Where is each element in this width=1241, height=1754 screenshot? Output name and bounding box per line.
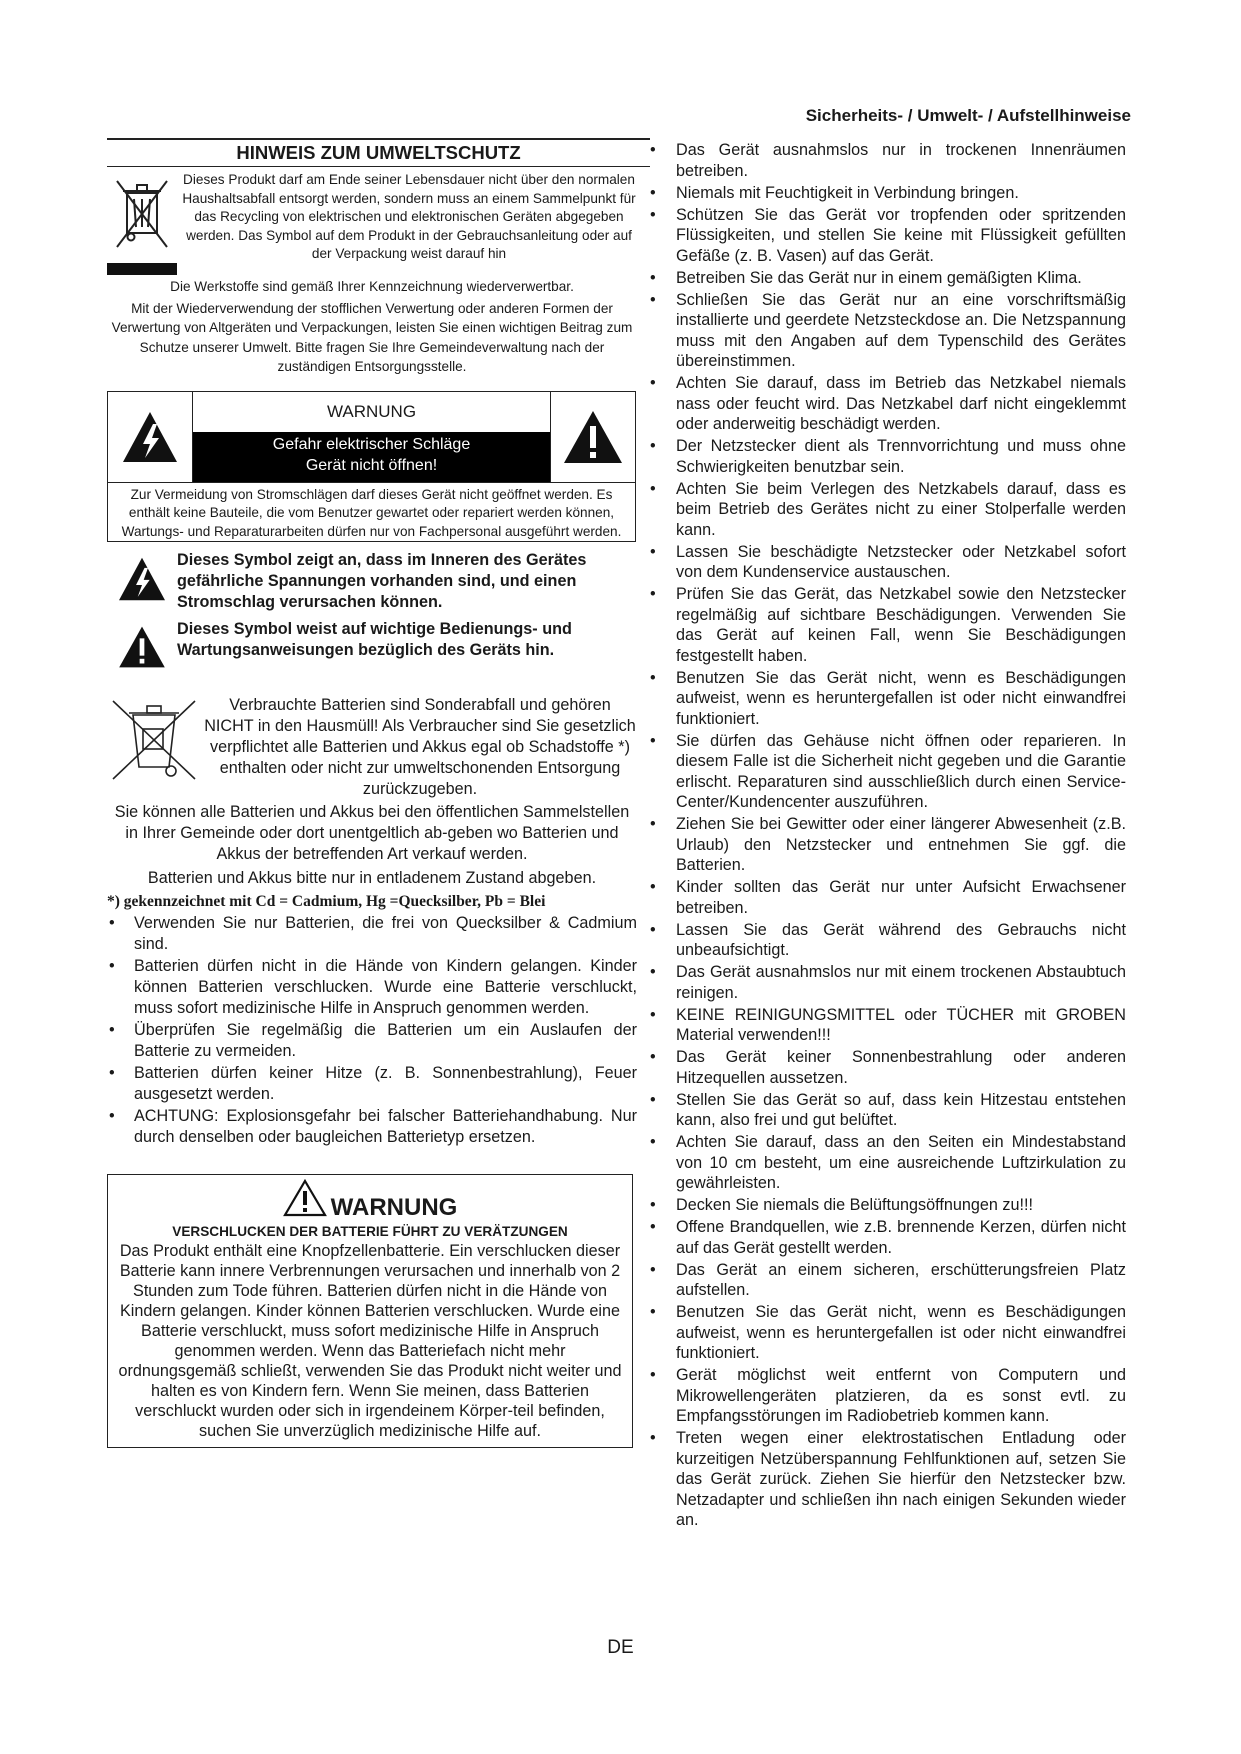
right-column [648, 138, 1126, 1532]
list-item: • Das Gerät an einem sicheren, erschütterungsfreien Platz aufstellen. [648, 1260, 1126, 1301]
list-item: • Das Gerät ausnahmslos nur mit einem trockenen Abstaubtuch reinigen. [648, 962, 1126, 1003]
symbol-text-exclamation: Dieses Symbol weist auf wichtige Bedienungs- und Wartungsanweisungen bezüglich des Geräts hin. [177, 620, 572, 659]
symbol-row-lightning [107, 550, 637, 613]
warnbox-description: Zur Vermeidung von Stromschlägen darf dieses Gerät nicht geöffnet werden. Es enthält keine Bauteile, die vom Benutzer gewartet oder repariert werden können, Wartungs- und Reparaturarbeiten dürfen nur von Fachpersonal ausgeführt werden. [121, 486, 622, 539]
list-item: • ACHTUNG: Explosionsgefahr bei falscher Batteriehandhabung. Nur durch denselben oder baugleichen Batterietyp ersetzen. [107, 1106, 637, 1148]
divider [107, 166, 650, 167]
safety-bullet-list [648, 140, 1126, 1531]
battery-footnote: *) gekennzeichnet mit Cd = Cadmium, Hg =Quecksilber, Pb = Blei [107, 893, 546, 910]
warnbox-title: WARNUNG [326, 401, 417, 421]
list-item: • Stellen Sie das Gerät so auf, dass kein Hitzestau entstehen kann, also frei und gut belüftet. [648, 1090, 1126, 1131]
page-header: Sicherheits- / Umwelt- / Aufstellhinweise [805, 106, 1131, 125]
battery-collect: Sie können alle Batterien und Akkus bei den öffentlichen Sammelstellen in Ihrer Gemeinde oder dort unentgeltlich ab-geben wo Batterien und Akkus der betreffenden Art verkauf werden. [114, 803, 630, 863]
electric-warning-box [107, 391, 636, 543]
button-cell-warning-box [107, 1174, 633, 1448]
list-item: • Betreiben Sie das Gerät nur in einem gemäßigten Klima. [648, 268, 1126, 289]
warning-triangle-icon [283, 1179, 327, 1222]
list-item: • Schließen Sie das Gerät nur an eine vorschriftsmäßig installierte und geerdete Netzsteckdose an. Die Netzspannung muss mit den Angaben auf dem Typenschild des Gerätes übereinstimmen. [648, 290, 1126, 372]
umwelt-intro-text: Dieses Produkt darf am Ende seiner Lebensdauer nicht über den normalen Haushaltsabfall entsorgt werden, sondern muss an einem Sammelpunkt für das Recycling von elektrischen und elektronischen Geräten abgegeben werden. Das Symbol auf dem Produkt in der Gebrauchsanleitung oder auf der Verpackung weist darauf hin [182, 172, 636, 261]
list-item: • Der Netzstecker dient als Trennvorrichtung und muss ohne Schwierigkeiten benutzbar sein. [648, 436, 1126, 477]
list-item: • Überprüfen Sie regelmäßig die Batterien um ein Auslaufen der Batterie zu vermeiden. [107, 1020, 637, 1062]
crossed-battery-bin-icon [107, 695, 203, 785]
list-item: • Benutzen Sie das Gerät nicht, wenn es Beschädigungen aufweist, wenn es heruntergefallen ist oder nicht einwandfrei funktioniert. [648, 668, 1126, 730]
warn2-body: Das Produkt enthält eine Knopfzellenbatterie. Ein verschlucken dieser Batterie kann innere Verbrennungen verursachen und innerhalb von 2 Stunden zum Tode führen. Batterien dürfen nicht in die Hände von Kindern gelangen. Kinder können Batterien verschlucken. Wurde eine Batterie verschluckt, muss sofort medizinische Hilfe in Anspruch genommen werden. Wenn das Batteriefach nicht mehr ordnungsgemäß schließt, verwenden Sie das Produkt nicht weiter und halten es von Kindern fern. Wenn Sie meinen, dass Batterien verschluckt wurden oder sich in irgendeinem Körper-teil befinden, suchen Sie unverzüglich medizinische Hilfe auf. [118, 1242, 622, 1440]
list-item: • Niemals mit Feuchtigkeit in Verbindung bringen. [648, 183, 1126, 204]
crossed-bin-icon [107, 171, 177, 275]
list-item: • Das Gerät keiner Sonnenbestrahlung oder anderen Hitzequellen aussetzen. [648, 1047, 1126, 1088]
list-item: • Prüfen Sie das Gerät, das Netzkabel sowie den Netzstecker regelmäßig auf sichtbare Beschädigungen. Verwenden Sie das Gerät auf keinen Fall, wenn Sie Beschädigungen festgestellt haben. [648, 584, 1126, 666]
exclamation-triangle-icon [107, 619, 177, 669]
lightning-triangle-icon [108, 392, 192, 482]
exclamation-triangle-icon [551, 392, 635, 482]
list-item: • Benutzen Sie das Gerät nicht, wenn es Beschädigungen aufweist, wenn es heruntergefallen ist oder nicht einwandfrei funktioniert. [648, 1302, 1126, 1364]
battery-return: Batterien und Akkus bitte nur in entladenem Zustand abgeben. [147, 869, 597, 887]
warn2-subtitle: VERSCHLUCKEN DER BATTERIE FÜHRT ZU VERÄTZUNGEN [172, 1224, 568, 1239]
symbol-row-exclamation [107, 619, 637, 669]
list-item: • Kinder sollten das Gerät nur unter Aufsicht Erwachsener betreiben. [648, 877, 1126, 918]
list-item: • Lassen Sie das Gerät während des Gebrauchs nicht unbeaufsichtigt. [648, 920, 1126, 961]
warnbox-black-panel [193, 432, 550, 482]
list-item: • Gerät möglichst weit entfernt von Computern und Mikrowellengeräten platzieren, da es sonst evtl. zu Empfangsstörungen im Radiobetrieb kommen kann. [648, 1365, 1126, 1427]
list-item: • Achten Sie darauf, dass an den Seiten ein Mindestabstand von 10 cm besteht, um eine ausreichende Luftzirkulation zu gewährleisten. [648, 1132, 1126, 1194]
list-item: • Verwenden Sie nur Batterien, die frei von Quecksilber & Cadmium sind. [107, 913, 637, 955]
warnbox-line2: Gerät nicht öffnen! [305, 456, 438, 474]
battery-intro: Verbrauchte Batterien sind Sonderabfall und gehören NICHT in den Hausmüll! Als Verbraucher sind Sie gesetzlich verpflichtet alle Batterien und Akkus egal ob Schadstoffe *) enthalten oder nicht zur umweltschonenden Entsorgung zurückzugeben. [204, 696, 636, 798]
left-column [107, 138, 637, 1448]
symbol-text-lightning: Dieses Symbol zeigt an, dass im Inneren des Gerätes gefährliche Spannungen vorhanden sind, und einen Stromschlag verursachen können. [177, 551, 587, 611]
list-item: • Lassen Sie beschädigte Netzstecker oder Netzkabel sofort von dem Kundenservice austauschen. [648, 542, 1126, 583]
list-item: • Treten wegen einer elektrostatischen Entladung oder kurzeitigen Netzüberspannung Fehlfunktionen auf, setzen Sie das Gerät zurück. Ziehen Sie hierfür den Netzstecker bzw. Netzadapter und schließen ihn nach einigen Sekunden wieder an. [648, 1428, 1126, 1531]
list-item: • Achten Sie darauf, dass im Betrieb das Netzkabel niemals nass oder feucht wird. Das Netzkabel darf nicht eingeklemmt oder anderweitig beschädigt werden. [648, 373, 1126, 435]
list-item: • Offene Brandquellen, wie z.B. brennende Kerzen, dürfen nicht auf das Gerät gestellt werden. [648, 1217, 1126, 1258]
warn2-title: WARNUNG [330, 1194, 458, 1221]
list-item: • Decken Sie niemals die Belüftungsöffnungen zu!!! [648, 1195, 1126, 1216]
umwelt-intro-block [107, 171, 637, 275]
page-language-label: DE [607, 1637, 634, 1658]
battery-bullet-list [107, 913, 637, 1148]
list-item: • Batterien dürfen keiner Hitze (z. B. Sonnenbestrahlung), Feuer ausgesetzt werden. [107, 1063, 637, 1105]
umwelt-line3: Mit der Wiederverwendung der stofflichen Verwertung oder anderen Formen der Verwertung von Altgeräten und Verpackungen, leisten Sie einen wichtigen Beitrag zum Schutze unserer Umwelt. Bitte fragen Sie Ihre Gemeindeverwaltung nach der zuständigen Entsorgungsstelle. [111, 300, 633, 374]
warnbox-line1: Gefahr elektrischer Schläge [272, 435, 471, 453]
list-item: • Achten Sie beim Verlegen des Netzkabels darauf, dass es beim Betrieb des Gerätes nicht zu einer Stolperfalle werden kann. [648, 479, 1126, 541]
list-item: • Sie dürfen das Gehäuse nicht öffnen oder reparieren. In diesem Falle ist die Sicherheit nicht gegeben und die Garantie erlischt. Reparaturen sind ausschließlich durch einen Service-Center/Kundencenter auszuführen. [648, 731, 1126, 813]
list-item: • Batterien dürfen nicht in die Hände von Kindern gelangen. Kinder können Batterien verschlucken. Wurde eine Batterie verschluckt, muss sofort medizinische Hilfe in Anspruch genommen werden. [107, 956, 637, 1019]
list-item: • Schützen Sie das Gerät vor tropfenden oder spritzenden Flüssigkeiten, und stellen Sie keine mit Flüssigkeit gefüllten Gefäße (z. B. Vasen) auf das Gerät. [648, 205, 1126, 267]
umwelt-line2: Die Werkstoffe sind gemäß Ihrer Kennzeichnung wiederverwertbar. [170, 279, 574, 294]
list-item: • Das Gerät ausnahmslos nur in trockenen Innenräumen betreiben. [648, 140, 1126, 181]
list-item: • Ziehen Sie bei Gewitter oder einer längerer Abwesenheit (z.B. Urlaub) den Netzstecker und entnehmen Sie ggf. die Batterien. [648, 814, 1126, 876]
umwelt-title: HINWEIS ZUM UMWELTSCHUTZ [107, 138, 650, 164]
battery-block [107, 695, 637, 800]
list-item: • KEINE REINIGUNGSMITTEL oder TÜCHER mit GROBEN Material verwenden!!! [648, 1005, 1126, 1046]
lightning-triangle-icon [107, 550, 177, 602]
